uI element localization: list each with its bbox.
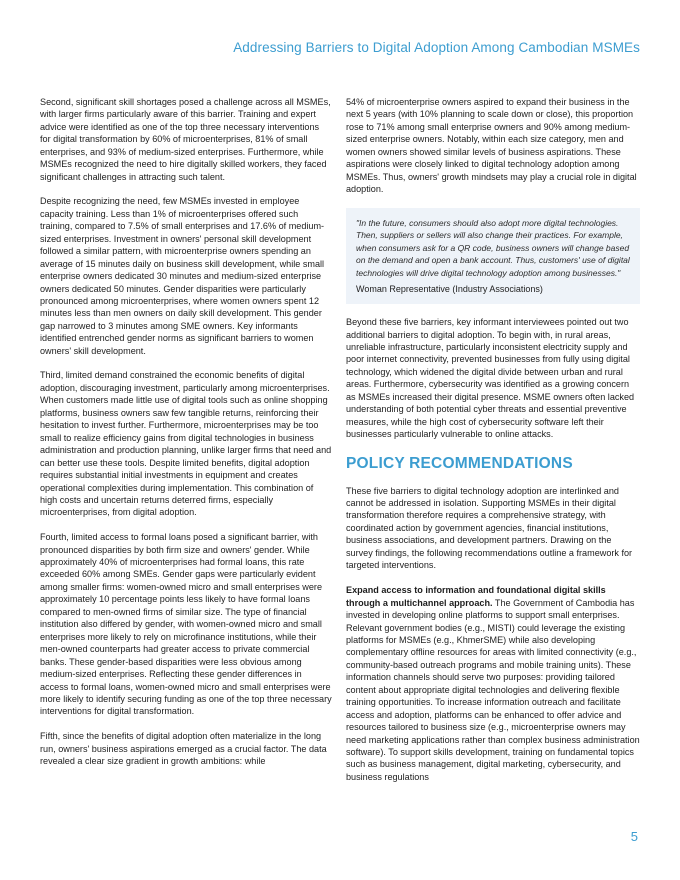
paragraph-recommendation-1 (346, 584, 640, 783)
paragraph-capacity-training: Despite recognizing the need, few MSMEs invested in employee capacity training. Less than 1% of microenterprises offered such training, compared to 7.5% of small enterprises and 17.6% of medium-sized enterprises. Investment in owners' personal skill development followed a similar pattern, with microenterprise owners spending an average of 15 minutes daily on business skill development, while small enterprise owners dedicated 30 minutes and medium-sized enterprise owners dedicated 50 minutes. Gender disparities were particularly pronounced among microenterprises, where women owners spent 12 minutes less than men owners on daily skill development. This gender gap narrowed to 3 minutes among SME owners. Key informants identified entrenched gender norms as significant barriers to women owners' skill development. (40, 196, 325, 356)
quote-source: Woman Representative (Industry Associations) (356, 284, 543, 295)
paragraph-business-aspirations: Fifth, since the benefits of digital adoption often materialize in the long run, owners' business aspirations emerged as a crucial factor. The data revealed a clear size gradient in growth ambitions: while (40, 731, 327, 766)
quote-box (346, 208, 640, 304)
recommendation-body: The Government of Cambodia has invested in developing online platforms to support small enterprises. Relevant government bodies (e.g., MISTI) could leverage the existing platforms for MSMEs (e.g., KhmerSME) while also developing complementary offline resources for areas with limited connectivity (e.g., community-based outreach programs and mobile training units). These information channels should serve two purposes: providing tailored content about appropriate digital technologies and delivering flexible training opportunities. To increase information outreach and facilitate access and adoption, platforms can be enhanced to offer advice and resources tailored to business size (e.g., microenterprise owners may need marketing applications rather than complex business administration software). To support skills development, training on fundamental topics such as business management, digital marketing, cybersecurity, and business regulations (346, 597, 640, 782)
section-heading-policy: POLICY RECOMMENDATIONS (346, 454, 573, 472)
recommendation-lead: Expand access to information and foundational digital skills through a multichannel approach. (346, 585, 606, 608)
paragraph-additional-barriers: Beyond these five barriers, key informant interviewees pointed out two additional barriers to digital adoption. To begin with, in rural areas, unreliable infrastructure, particularly inconsistent electricity supply and poor internet connectivity, prevented businesses from fully using digital technology, which widened the digital divide between urban and rural areas. Furthermore, cybersecurity was identified as a growing concern as MSMEs increased their digital presence. MSME owners often lacked understanding of both potential cyber threats and essential preventive measures, while the high cost of cybersecurity software left their businesses particularly vulnerable to online attacks. (346, 317, 635, 440)
paragraph-limited-demand: Third, limited demand constrained the economic benefits of digital adoption, discouraging investment, particularly among microenterprises. When customers made little use of digital tools such as online shopping platforms, business owners saw few tangible returns, reinforcing their hesitation to invest further. Furthermore, microenterprises may be too small to realize efficiency gains from digital technologies in business administration and production planning, unlike larger firms that need and can better use these tools. Despite limited benefits, digital adoption requires substantial initial investments in equipment and creates operational complexities during implementation. This combination of high costs and uncertain returns deterred firms, especially microenterprises, from digital adoption. (40, 370, 332, 518)
paragraph-policy-intro: These five barriers to digital technology adoption are interlinked and cannot be addressed in isolation. Supporting MSMEs in their digital transformation therefore requires a comprehensive strategy, with coordinated action by government agencies, financial institutions, business associations, and development partners. Drawing on the survey findings, the following recommendations outline a framework for targeted interventions. (346, 485, 633, 571)
paragraph-formal-loans: Fourth, limited access to formal loans posed a significant barrier, with pronounced disparities by both firm size and owners' gender. While approximately 40% of microenterprises had formal loans, this rate exceeded 60% among SMEs. Gender gaps were particularly evident among smaller firms: women-owned micro and small enterprises were approximately 10 percentage points less likely to have formal loans compared to men-owned firms of similar size. The type of financial institution also differed by gender, with women-owned micro and small enterprises more likely to rely on microfinance institutions, while their men-owned counterparts had greater access to private commercial banks. These gender-based disparities were less obvious among medium-sized enterprises. Reflecting these gender differences in access to formal loans, women-owned micro and small enterprises were more likely to identify securing funding as one of the top three necessary interventions for digital transformation. (40, 532, 332, 717)
page-number: 5 (630, 829, 638, 844)
quote-text: "In the future, consumers should also adopt more digital technologies. Then, suppliers or sellers will also change their practices. For example, when consumers ask for a QR code, business owners will change based on the demand and open a bank account. Thus, customers' use of digital technologies will drive digital technology adoption among businesses." (356, 218, 630, 278)
running-header: Addressing Barriers to Digital Adoption Among Cambodian MSMEs (233, 40, 640, 55)
right-column (346, 96, 640, 796)
left-column (40, 96, 332, 780)
paragraph-skill-shortages: Second, significant skill shortages posed a challenge across all MSMEs, with larger firms particularly aware of this barrier. Training and expert advice were identified as one of the top three necessary interventions for digital transformation by 60% of microenterprises, 81% of small enterprises, and 93% of medium-sized enterprises. Furthermore, while MSMEs recognized the need to hire digitally skilled workers, they faced significant challenges in attracting such talent. (40, 97, 331, 182)
paragraph-aspirations-continued: 54% of microenterprise owners aspired to expand their business in the next 5 years (with 10% planning to scale down or close), this proportion rose to 71% among small enterprise owners and 90% among medium-sized enterprise owners. Notably, within each size category, men and women owners showed similar levels of business aspirations. These aspirations were closely linked to digital technology adoption among MSMEs. Thus, owners' growth mindsets may play a crucial role in digital adoption. (346, 97, 637, 195)
